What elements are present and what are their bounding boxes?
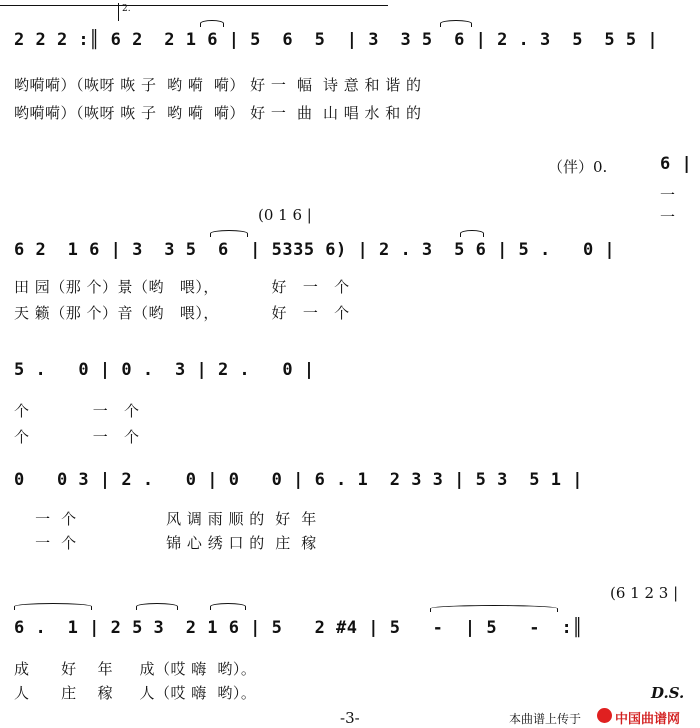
- volta-bracket: [118, 3, 119, 21]
- lyric-verse-1: 成 好 年 成（哎 嗨 哟）。: [14, 660, 257, 678]
- lyric-verse-2: 哟嗬嗬）（咴呀 咴 子 哟 嗬 嗬） 好 一 曲 山 唱 水 和 的: [14, 104, 422, 122]
- accompaniment-cue: (6 1 2 3 |: [610, 584, 679, 602]
- volta-number: 2.: [122, 4, 131, 14]
- notes-line: 5 . 0 | 0 . 3 | 2 . 0 |: [14, 360, 315, 380]
- lyric-verse-1: 一: [660, 186, 676, 204]
- staff-top-line: [0, 5, 388, 6]
- notes-line: 6 |: [660, 154, 693, 174]
- lyric-verse-2: 天 籁（那 个）音（哟 喂）， 好 一 个: [14, 304, 350, 322]
- tie-arc: [136, 603, 178, 610]
- accompaniment-cue: (0 1 6 |: [258, 206, 312, 224]
- lyric-verse-2: 一 个 锦 心 绣 口 的 庄 稼: [14, 534, 317, 552]
- tie-arc: [460, 230, 484, 237]
- lyric-verse-2: 一: [660, 208, 676, 226]
- notes-line: 2 2 2 :║ 6 2 2 1 6 | 5 6 5 | 3 3 5 6 | 2 . 3 5 5 5 |: [14, 30, 659, 50]
- page-footer: [0, 705, 700, 728]
- notes-line: 6 2 1 6 | 3 3 5 6 | 5335 6) | 2 . 3 5 6 | 5 . 0 |: [14, 240, 616, 260]
- logo-icon: [597, 708, 612, 723]
- tie-arc: [430, 605, 558, 612]
- logo-text: 中国曲谱网: [615, 712, 681, 727]
- page-number: -3-: [340, 709, 360, 727]
- tie-arc: [210, 603, 246, 610]
- lyric-verse-2: 个 一 个: [14, 428, 140, 446]
- lyric-verse-1: 哟嗬嗬）（咴呀 咴 子 哟 嗬 嗬） 好 一 幅 诗 意 和 谐 的: [14, 76, 422, 94]
- lyric-verse-1: 一 个 风 调 雨 顺 的 好 年: [14, 510, 317, 528]
- notes-line: 6 . 1 | 2 5 3 2 1 6 | 5 2 #4 | 5 - | 5 - :║: [14, 618, 583, 638]
- tie-arc: [200, 20, 224, 27]
- lyric-verse-1: 个 一 个: [14, 402, 140, 420]
- site-logo[interactable]: [597, 707, 697, 725]
- tie-arc: [210, 230, 248, 237]
- notes-line: 0 0 3 | 2 . 0 | 0 0 | 6 . 1 2 3 3 | 5 3 5 1 |: [14, 470, 583, 490]
- tie-arc: [14, 603, 92, 610]
- dal-segno-marking: D.S.: [651, 684, 685, 702]
- lyric-verse-2: 人 庄 稼 人（哎 嗨 哟）。: [14, 684, 257, 702]
- upload-credit: 本曲谱上传于: [509, 712, 582, 726]
- accompaniment-label: （伴）0.: [548, 158, 608, 176]
- tie-arc: [440, 20, 472, 27]
- lyric-verse-1: 田 园（那 个）景（哟 喂）， 好 一 个: [14, 278, 350, 296]
